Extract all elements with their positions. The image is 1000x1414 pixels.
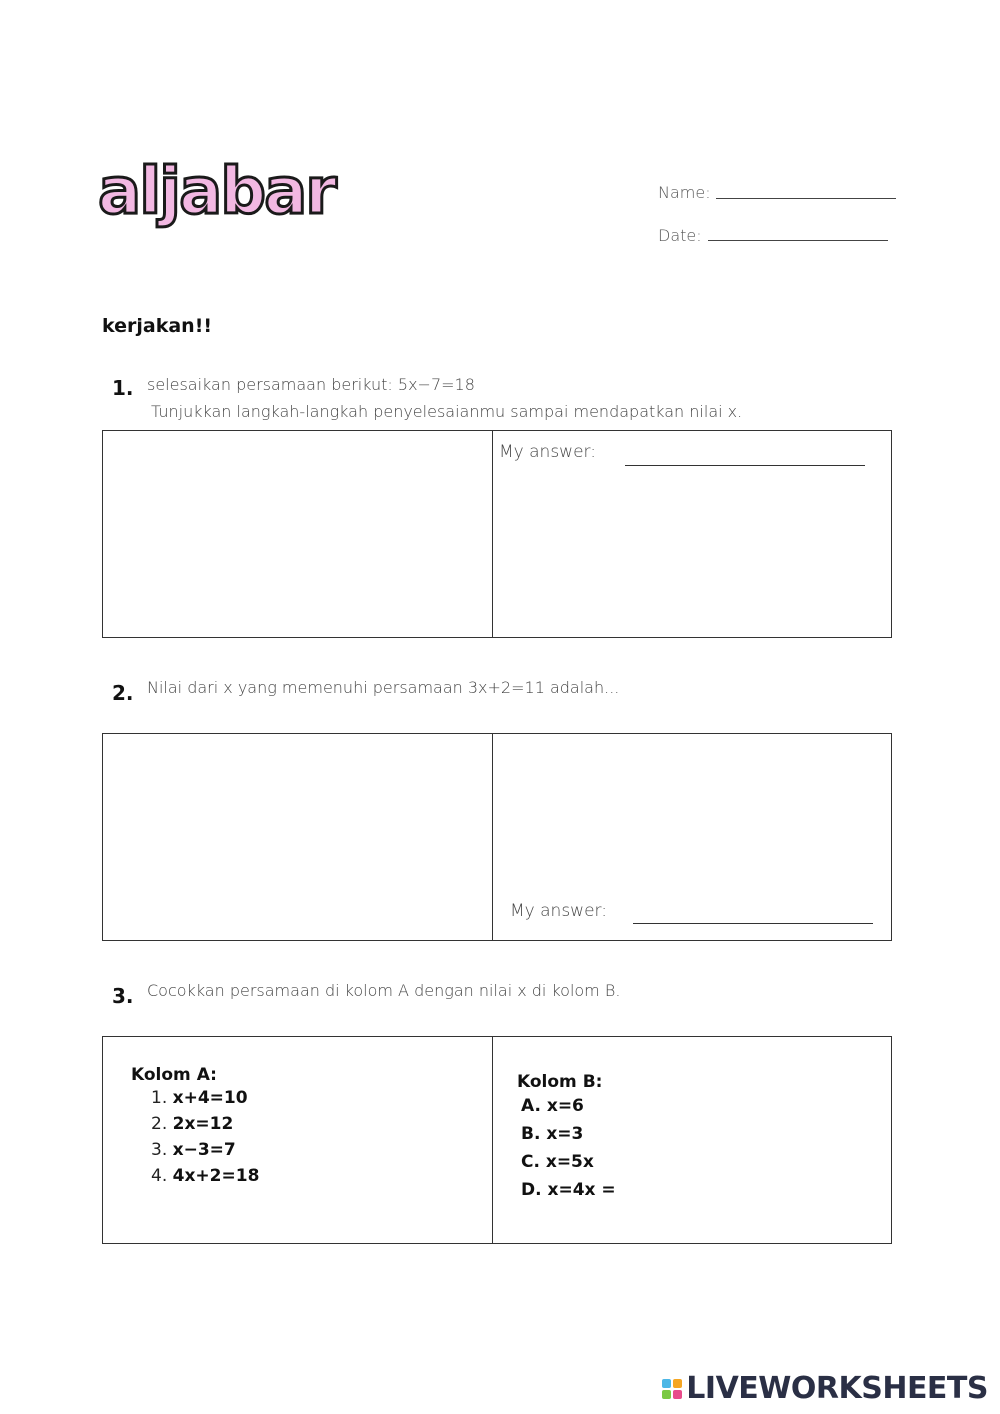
liveworksheets-logo-icon <box>662 1379 682 1399</box>
column-a-item[interactable] <box>151 1137 259 1163</box>
worksheet-title: aljabar <box>98 155 335 229</box>
box-divider <box>492 431 493 637</box>
item-index: 4. <box>151 1166 168 1186</box>
column-a <box>131 1065 259 1189</box>
question-1-work-area[interactable] <box>103 431 492 637</box>
column-b-item[interactable]: B. x=3 <box>521 1124 584 1144</box>
item-index: 3. <box>151 1140 168 1160</box>
question-1-number: 1. <box>112 376 134 400</box>
date-input-line[interactable] <box>708 240 888 241</box>
question-1-answer-label: My answer: <box>499 442 596 462</box>
item-equation: 2x=12 <box>172 1114 234 1134</box>
item-equation: x+4=10 <box>172 1088 248 1108</box>
column-a-list <box>131 1085 259 1189</box>
question-3-match-box <box>102 1036 892 1244</box>
question-2-answer-box <box>102 733 892 941</box>
date-label: Date: <box>658 226 702 245</box>
column-b-list <box>517 1092 616 1204</box>
column-a-item[interactable] <box>151 1111 259 1137</box>
column-a-item[interactable] <box>151 1163 259 1189</box>
question-3-number: 3. <box>112 984 134 1008</box>
question-2-text: Nilai dari x yang memenuhi persamaan 3x+2=11 adalah... <box>147 678 620 697</box>
box-divider <box>492 734 493 940</box>
liveworksheets-logo <box>662 1371 988 1406</box>
question-2-work-area[interactable] <box>103 734 492 940</box>
question-2-answer-label: My answer: <box>510 901 607 921</box>
name-label: Name: <box>658 183 711 202</box>
instruction-heading: kerjakan!! <box>102 315 213 337</box>
question-2-answer-field[interactable] <box>633 923 873 924</box>
brand-name: LIVEWORKSHEETS <box>686 1371 988 1406</box>
question-2-number: 2. <box>112 681 134 705</box>
column-b-item[interactable]: A. x=6 <box>521 1096 584 1116</box>
logo-square <box>673 1379 682 1388</box>
name-input-line[interactable] <box>716 198 896 199</box>
question-1-answer-box <box>102 430 892 638</box>
logo-square <box>673 1390 682 1399</box>
column-a-heading: Kolom A: <box>131 1065 217 1085</box>
column-b-item[interactable]: D. x=4x = <box>521 1180 616 1200</box>
question-1-answer-field[interactable] <box>625 465 865 466</box>
item-index: 2. <box>151 1114 168 1134</box>
logo-square <box>662 1379 671 1388</box>
column-b <box>517 1072 616 1204</box>
box-divider <box>492 1037 493 1243</box>
logo-square <box>662 1390 671 1399</box>
column-b-item[interactable]: C. x=5x <box>521 1152 594 1172</box>
column-b-heading: Kolom B: <box>517 1072 603 1092</box>
item-equation: 4x+2=18 <box>172 1166 260 1186</box>
item-index: 1. <box>151 1088 168 1108</box>
question-1-text: selesaikan persamaan berikut: 5x−7=18 <box>147 375 475 394</box>
question-3-text: Cocokkan persamaan di kolom A dengan nilai x di kolom B. <box>147 981 621 1000</box>
column-a-item[interactable] <box>151 1085 259 1111</box>
question-1-subtext: Tunjukkan langkah-langkah penyelesaianmu sampai mendapatkan nilai x. <box>151 402 743 421</box>
item-equation: x−3=7 <box>172 1140 236 1160</box>
